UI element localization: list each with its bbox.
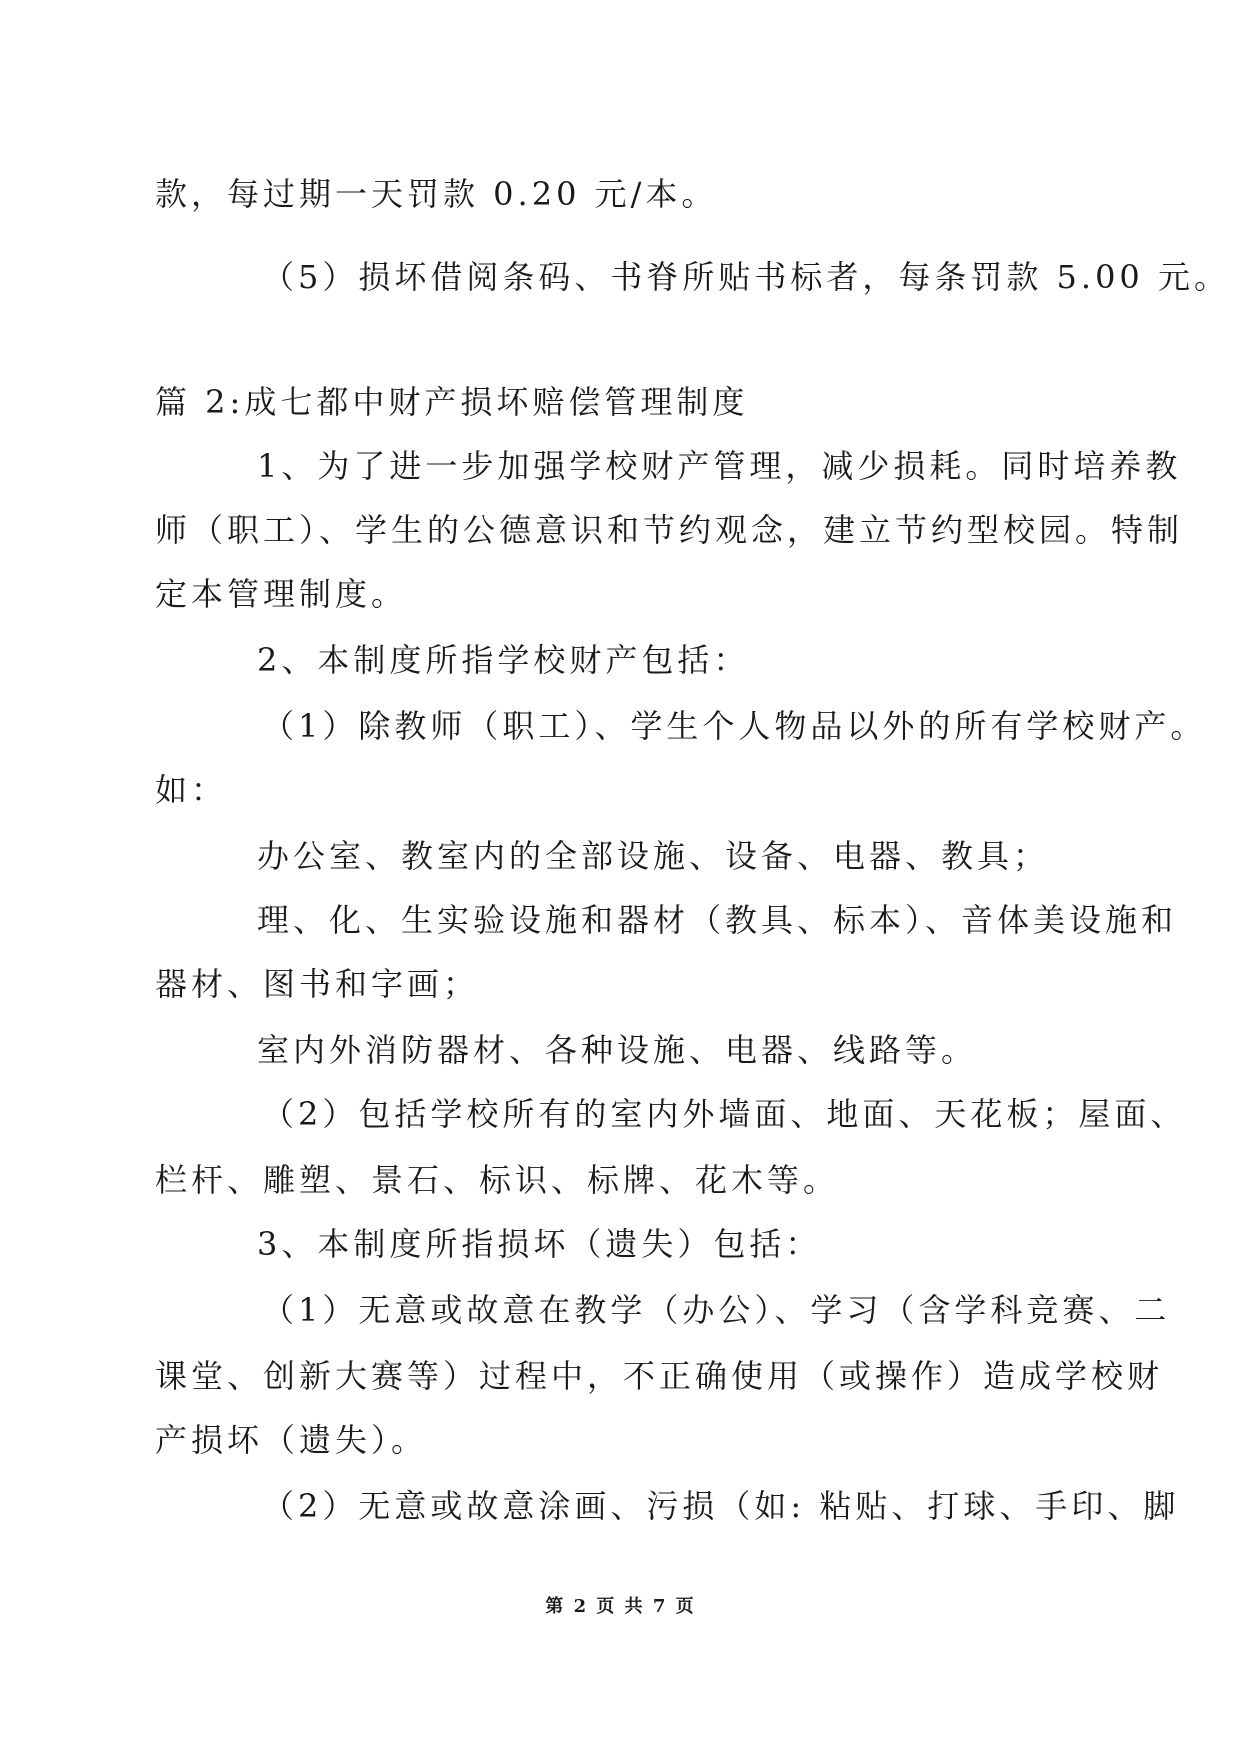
text-line-9: 办公室、教室内的全部设施、设备、电器、教具； xyxy=(257,837,1050,875)
section-heading: 篇 2:成七都中财产损坏赔偿管理制度 xyxy=(155,383,749,421)
text-line-8: 如： xyxy=(155,771,228,809)
text-line-10: 理、化、生实验设施和器材（教具、标本）、音体美设施和 xyxy=(257,901,1178,939)
text-line-11: 器材、图书和字画； xyxy=(155,965,480,1003)
text-line-4: 师（职工）、学生的公德意识和节约观念，建立节约型校园。特制 xyxy=(155,511,1184,549)
text-line-1: 款，每过期一天罚款 0.20 元/本。 xyxy=(155,175,718,213)
page-number-footer: 第 2 页 共 7 页 xyxy=(545,1596,696,1617)
text-line-15: 3、本制度所指损坏（遗失）包括： xyxy=(257,1225,822,1263)
text-line-19: （2）无意或故意涂画、污损（如: 粘贴、打球、手印、脚 xyxy=(262,1487,1180,1525)
text-line-14: 栏杆、雕塑、景石、标识、标牌、花木等。 xyxy=(155,1161,840,1199)
text-line-5: 定本管理制度。 xyxy=(155,575,408,613)
text-line-16: （1）无意或故意在教学（办公）、学习（含学科竞赛、二 xyxy=(262,1291,1171,1329)
text-line-12: 室内外消防器材、各种设施、电器、线路等。 xyxy=(257,1031,978,1069)
text-line-3: 1、为了进一步加强学校财产管理，减少损耗。同时培养教 xyxy=(257,447,1182,485)
text-line-17: 课堂、创新大赛等）过程中，不正确使用（或操作）造成学校财 xyxy=(155,1357,1164,1395)
text-line-2: （5）损坏借阅条码、书脊所贴书标者，每条罚款 5.00 元。 xyxy=(262,258,1230,296)
text-line-6: 2、本制度所指学校财产包括： xyxy=(257,641,750,679)
text-line-18: 产损坏（遗失）。 xyxy=(155,1421,428,1459)
text-line-13: （2）包括学校所有的室内外墙面、地面、天花板；屋面、 xyxy=(262,1095,1187,1133)
text-line-7: （1）除教师（职工）、学生个人物品以外的所有学校财产。 xyxy=(262,707,1207,745)
